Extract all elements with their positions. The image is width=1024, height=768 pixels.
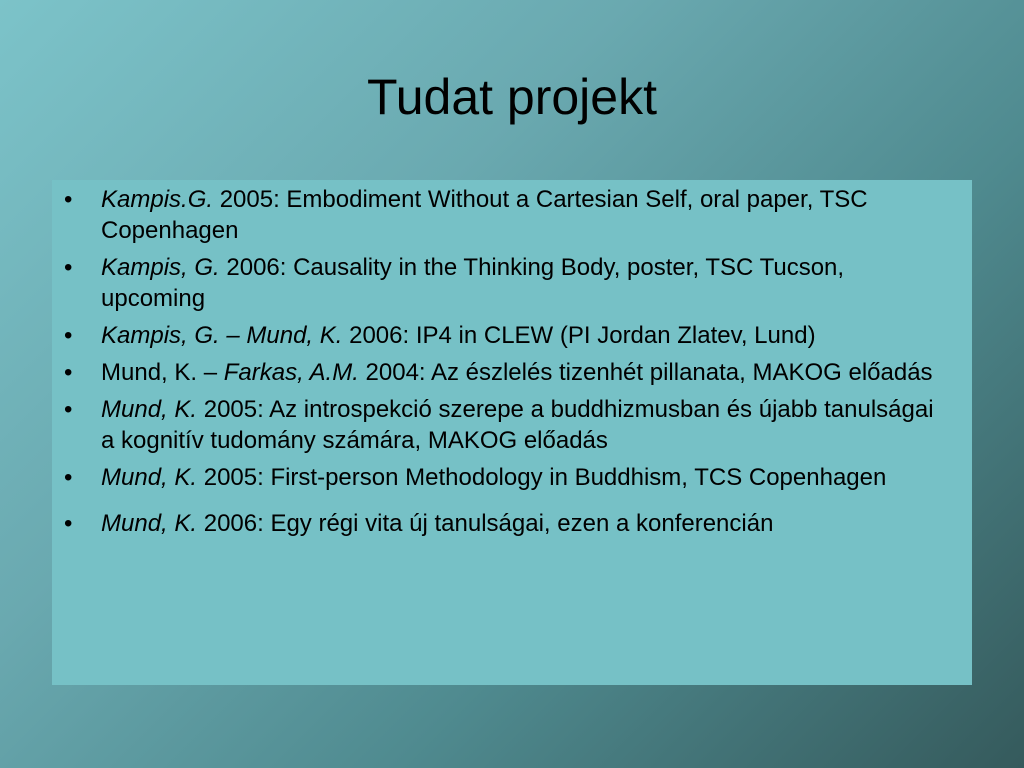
reference-author: Kampis, G.: [101, 254, 220, 281]
bullet-icon: •: [64, 464, 73, 491]
bullet-icon: •: [64, 186, 73, 213]
slide-title: Tudat projekt: [367, 69, 657, 125]
reference-item: [60, 394, 948, 456]
references-box: [52, 180, 972, 685]
reference-item: [60, 320, 948, 351]
reference-item: [60, 252, 948, 314]
reference-item: [60, 508, 948, 539]
reference-text: 2005: Embodiment Without a Cartesian Self, oral paper, TSC Copenhagen: [101, 186, 868, 244]
reference-author: Mund, K.: [101, 464, 198, 491]
reference-item: [60, 462, 948, 493]
bullet-icon: •: [64, 359, 73, 386]
bullet-icon: •: [64, 254, 73, 281]
reference-item: [60, 357, 948, 388]
bullet-icon: •: [64, 510, 73, 537]
reference-text: 2004: Az észlelés tizenhét pillanata, MAKOG előadás: [358, 359, 933, 386]
reference-author: Mund, K.: [101, 510, 198, 537]
reference-text: 2006: IP4 in CLEW (PI Jordan Zlatev, Lund): [342, 322, 816, 349]
reference-author: Mund, K.: [101, 396, 198, 423]
reference-text: 2005: Az introspekció szerepe a buddhizmusban és újabb tanulságai a kognitív tudomány számára, MAKOG előadás: [101, 396, 934, 454]
reference-item: [60, 184, 948, 246]
reference-text: Mund, K. –: [101, 359, 224, 386]
reference-author: Kampis, G. – Mund, K.: [101, 322, 343, 349]
bullet-icon: •: [64, 396, 73, 423]
reference-author: Farkas, A.M.: [223, 359, 359, 386]
bullet-icon: •: [64, 322, 73, 349]
reference-text: 2006: Egy régi vita új tanulságai, ezen a konferencián: [197, 510, 774, 537]
reference-author: Kampis.G.: [101, 186, 214, 213]
references-list: [60, 184, 948, 539]
reference-text: 2005: First-person Methodology in Buddhism, TCS Copenhagen: [197, 464, 887, 491]
reference-text: 2006: Causality in the Thinking Body, poster, TSC Tucson, upcoming: [101, 254, 845, 312]
